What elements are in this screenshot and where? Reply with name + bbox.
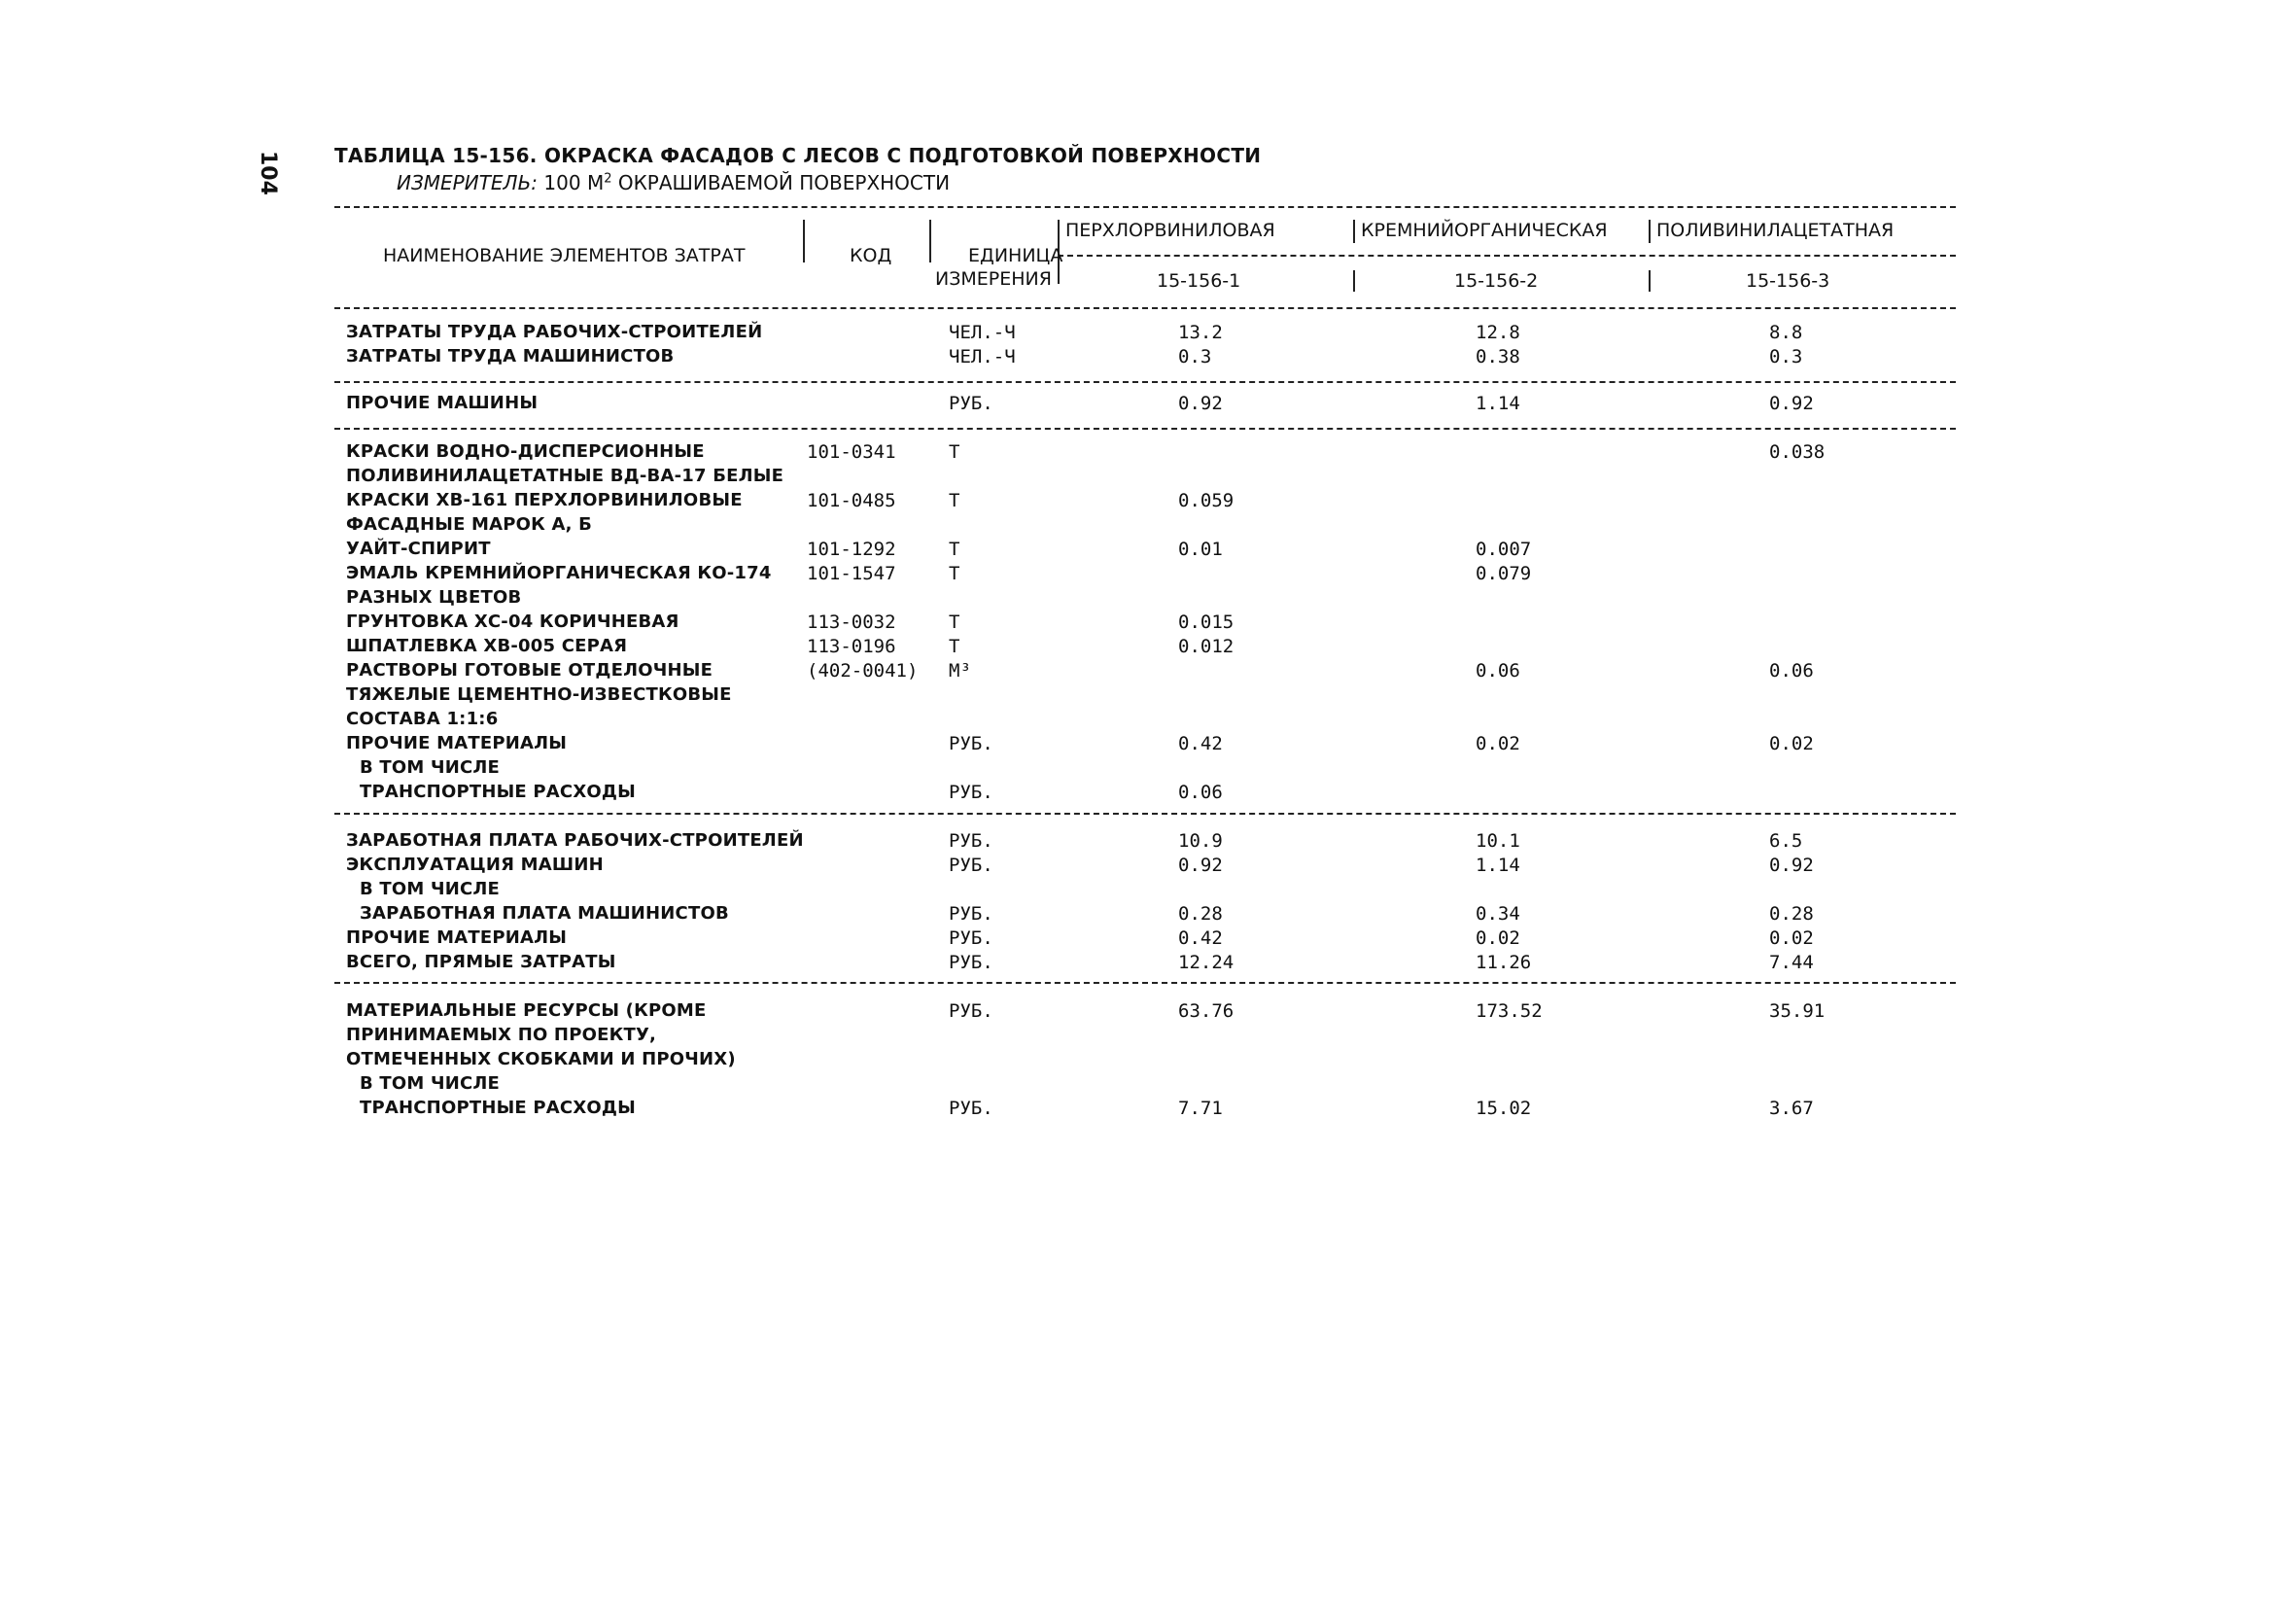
cell-v3: 8.8: [1769, 322, 1803, 343]
cell-v1: 0.3: [1178, 346, 1212, 367]
cell-unit: Т: [949, 441, 960, 463]
header-divider: [929, 220, 931, 262]
cell-name: ВСЕГО, ПРЯМЫЕ ЗАТРАТЫ: [346, 952, 616, 972]
cell-unit: РУБ.: [949, 952, 993, 973]
cell-unit: РУБ.: [949, 1000, 993, 1022]
cell-v2: 0.02: [1476, 733, 1520, 754]
header-top-rule: [334, 206, 1956, 208]
cell-name: ЭКСПЛУАТАЦИЯ МАШИН: [346, 855, 604, 875]
header-divider: [1353, 270, 1355, 292]
cell-code: 101-0341: [807, 441, 896, 463]
header-unit-col-2: ИЗМЕРЕНИЯ: [935, 268, 1052, 290]
cell-v2: 11.26: [1476, 952, 1532, 973]
cell-v1: 0.42: [1178, 927, 1223, 949]
meter-label: ИЗМЕРИТЕЛЬ:: [397, 171, 539, 194]
cell-v1: 0.06: [1178, 782, 1223, 803]
header-col2-name: КРЕМНИЙОРГАНИЧЕСКАЯ: [1361, 220, 1608, 241]
cell-v3: 3.67: [1769, 1098, 1814, 1119]
cell-name: ТЯЖЕЛЫЕ ЦЕМЕНТНО-ИЗВЕСТКОВЫЕ: [346, 684, 732, 705]
cell-code: 101-0485: [807, 490, 896, 511]
cell-v2: 12.8: [1476, 322, 1520, 343]
cell-name: КРАСКИ ВОДНО-ДИСПЕРСИОННЫЕ: [346, 441, 705, 462]
cell-name: КРАСКИ ХВ-161 ПЕРХЛОРВИНИЛОВЫЕ: [346, 490, 743, 510]
cell-code: 101-1547: [807, 563, 896, 584]
cell-v1: 0.92: [1178, 393, 1223, 414]
cell-name: ПРИНИМАЕМЫХ ПО ПРОЕКТУ,: [346, 1025, 657, 1045]
cell-unit: Т: [949, 539, 960, 560]
cell-name: В ТОМ ЧИСЛЕ: [360, 757, 501, 778]
cell-v2: 173.52: [1476, 1000, 1543, 1022]
cell-name: РАЗНЫХ ЦВЕТОВ: [346, 587, 522, 608]
group-rule: [334, 982, 1956, 984]
header-col2-code: 15-156-2: [1454, 270, 1539, 292]
cell-v3: 0.92: [1769, 393, 1814, 414]
cell-unit: РУБ.: [949, 855, 993, 876]
cell-unit: РУБ.: [949, 903, 993, 925]
meter-value-suffix: ОКРАШИВАЕМОЙ ПОВЕРХНОСТИ: [611, 171, 951, 194]
cell-v1: 13.2: [1178, 322, 1223, 343]
meter-line: [397, 171, 950, 194]
header-bottom-rule: [334, 307, 1956, 309]
group-rule: [334, 428, 1956, 430]
cell-unit: ЧЕЛ.-Ч: [949, 346, 1016, 367]
header-divider: [803, 220, 805, 262]
cell-v3: 0.28: [1769, 903, 1814, 925]
cell-v3: 6.5: [1769, 830, 1803, 852]
cell-v2: 1.14: [1476, 855, 1520, 876]
cell-unit: ЧЕЛ.-Ч: [949, 322, 1016, 343]
cell-v2: 0.079: [1476, 563, 1532, 584]
cell-unit: Т: [949, 563, 960, 584]
cell-name: ГРУНТОВКА ХС-04 КОРИЧНЕВАЯ: [346, 612, 679, 632]
cell-v2: 0.02: [1476, 927, 1520, 949]
cell-v3: 7.44: [1769, 952, 1814, 973]
cell-v1: 0.012: [1178, 636, 1235, 657]
cell-v3: 0.02: [1769, 733, 1814, 754]
table-title: ТАБЛИЦА 15-156. ОКРАСКА ФАСАДОВ С ЛЕСОВ С ПОДГОТОВКОЙ ПОВЕРХНОСТИ: [334, 144, 1262, 167]
cell-v1: 0.42: [1178, 733, 1223, 754]
header-divider: [1649, 270, 1651, 292]
cell-name: В ТОМ ЧИСЛЕ: [360, 1073, 501, 1094]
cell-v3: 0.038: [1769, 441, 1826, 463]
header-name-col: НАИМЕНОВАНИЕ ЭЛЕМЕНТОВ ЗАТРАТ: [383, 245, 746, 266]
cell-v1: 12.24: [1178, 952, 1235, 973]
cell-name: РАСТВОРЫ ГОТОВЫЕ ОТДЕЛОЧНЫЕ: [346, 660, 713, 681]
cell-unit: РУБ.: [949, 733, 993, 754]
cell-v1: 0.01: [1178, 539, 1223, 560]
header-col3-code: 15-156-3: [1746, 270, 1830, 292]
meter-superscript: 2: [604, 171, 612, 187]
cell-name: ПРОЧИЕ МАТЕРИАЛЫ: [346, 927, 568, 948]
group-rule: [334, 813, 1956, 815]
cell-name: ЗАРАБОТНАЯ ПЛАТА РАБОЧИХ-СТРОИТЕЛЕЙ: [346, 830, 804, 851]
cell-code: (402-0041): [807, 660, 919, 682]
cell-name: ОТМЕЧЕННЫХ СКОБКАМИ И ПРОЧИХ): [346, 1049, 736, 1069]
cell-v2: 1.14: [1476, 393, 1520, 414]
cell-unit: РУБ.: [949, 830, 993, 852]
cell-v3: 0.92: [1769, 855, 1814, 876]
cell-unit: М³: [949, 660, 971, 682]
header-unit-col-1: ЕДИНИЦА: [968, 245, 1063, 266]
cell-v1: 0.059: [1178, 490, 1235, 511]
cell-unit: РУБ.: [949, 1098, 993, 1119]
cell-name: УАЙТ-СПИРИТ: [346, 539, 491, 559]
cell-v1: 10.9: [1178, 830, 1223, 852]
cell-v1: 63.76: [1178, 1000, 1235, 1022]
cell-name: МАТЕРИАЛЬНЫЕ РЕСУРСЫ (КРОМЕ: [346, 1000, 707, 1021]
cell-v2: 15.02: [1476, 1098, 1532, 1119]
cell-v1: 0.28: [1178, 903, 1223, 925]
cell-name: ЗАРАБОТНАЯ ПЛАТА МАШИНИСТОВ: [360, 903, 729, 924]
cell-code: 113-0032: [807, 612, 896, 633]
header-mid-rule: [1058, 255, 1956, 257]
meter-value-prefix: 100 М: [543, 171, 605, 194]
cell-v2: 0.34: [1476, 903, 1520, 925]
cell-v3: 0.02: [1769, 927, 1814, 949]
cell-v3: 35.91: [1769, 1000, 1826, 1022]
cell-v3: 0.3: [1769, 346, 1803, 367]
cell-v2: 10.1: [1476, 830, 1520, 852]
cell-v2: 0.38: [1476, 346, 1520, 367]
cell-name: ПРОЧИЕ МАШИНЫ: [346, 393, 539, 413]
cell-name: ЗАТРАТЫ ТРУДА РАБОЧИХ-СТРОИТЕЛЕЙ: [346, 322, 763, 342]
header-divider: [1353, 220, 1355, 243]
cell-name: ПОЛИВИНИЛАЦЕТАТНЫЕ ВД-ВА-17 БЕЛЫЕ: [346, 466, 784, 486]
cell-name: В ТОМ ЧИСЛЕ: [360, 879, 501, 899]
cell-unit: РУБ.: [949, 393, 993, 414]
cell-name: ПРОЧИЕ МАТЕРИАЛЫ: [346, 733, 568, 753]
cell-name: ШПАТЛЕВКА ХВ-005 СЕРАЯ: [346, 636, 628, 656]
cell-v1: 0.015: [1178, 612, 1235, 633]
cell-name: ТРАНСПОРТНЫЕ РАСХОДЫ: [360, 782, 636, 802]
cell-name: ТРАНСПОРТНЫЕ РАСХОДЫ: [360, 1098, 636, 1118]
cell-name: ЭМАЛЬ КРЕМНИЙОРГАНИЧЕСКАЯ КО-174: [346, 563, 772, 583]
cell-v2: 0.007: [1476, 539, 1532, 560]
cell-unit: Т: [949, 612, 960, 633]
cell-unit: Т: [949, 490, 960, 511]
header-col1-code: 15-156-1: [1157, 270, 1241, 292]
group-rule: [334, 381, 1956, 383]
cell-v2: 0.06: [1476, 660, 1520, 682]
header-divider: [1649, 220, 1651, 243]
header-code-col: КОД: [850, 245, 892, 266]
cell-code: 101-1292: [807, 539, 896, 560]
cell-v3: 0.06: [1769, 660, 1814, 682]
cell-code: 113-0196: [807, 636, 896, 657]
header-col3-name: ПОЛИВИНИЛАЦЕТАТНАЯ: [1656, 220, 1895, 241]
cell-name: ЗАТРАТЫ ТРУДА МАШИНИСТОВ: [346, 346, 675, 367]
cell-v1: 7.71: [1178, 1098, 1223, 1119]
cell-unit: РУБ.: [949, 782, 993, 803]
cell-unit: Т: [949, 636, 960, 657]
cell-name: ФАСАДНЫЕ МАРОК А, Б: [346, 514, 593, 535]
header-col1-name: ПЕРХЛОРВИНИЛОВАЯ: [1065, 220, 1275, 241]
page-number: 104: [256, 151, 280, 195]
cell-v1: 0.92: [1178, 855, 1223, 876]
cell-unit: РУБ.: [949, 927, 993, 949]
cell-name: СОСТАВА 1:1:6: [346, 709, 499, 729]
